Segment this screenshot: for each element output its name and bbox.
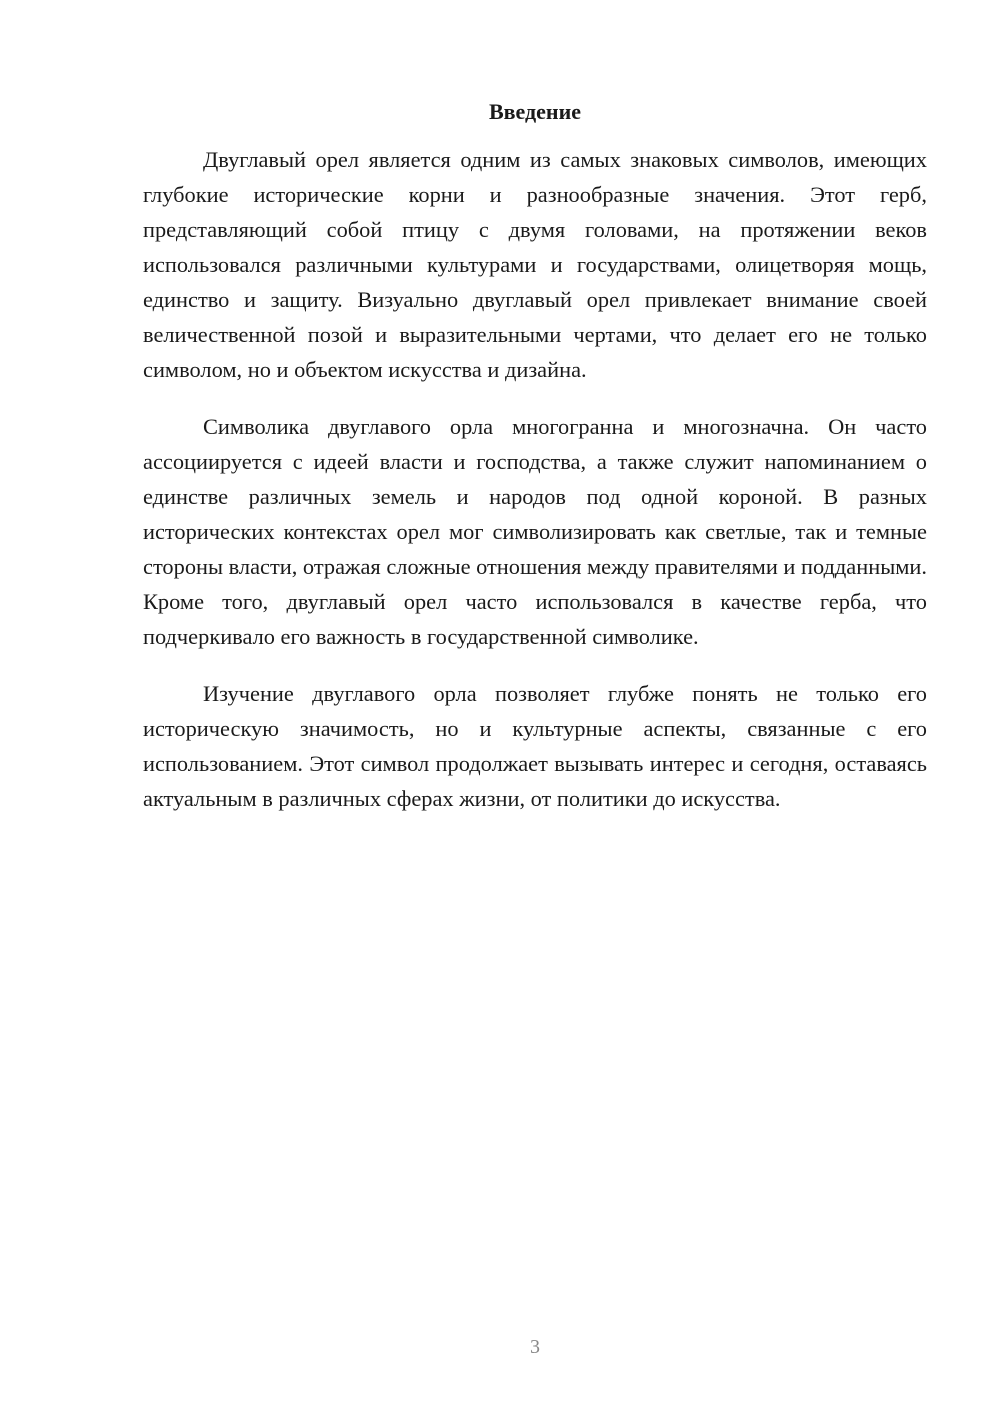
paragraph-3: Изучение двуглавого орла позволяет глубже понять не только его историческую значимость, но и культурные аспекты, связанные с его использованием. Этот символ продолжает вызывать интерес и сегодня, оставаясь актуальным в различных сферах жизни, от политики до искусства. <box>143 681 927 811</box>
paragraph-2: Символика двуглавого орла многогранна и многозначна. Он часто ассоциируется с идеей власти и господства, а также служит напоминанием о единстве различных земель и народов под одной короной. В разных исторических контекстах орел мог символизировать как светлые, так и темные стороны власти, отражая сложные отношения между правителями и подданными. Кроме того, двуглавый орел часто использовался в качестве герба, что подчеркивало его важность в государственной символике. <box>143 414 927 649</box>
paragraph-1: Двуглавый орел является одним из самых знаковых символов, имеющих глубокие исторические корни и разнообразные значения. Этот герб, представляющий собой птицу с двумя головами, на протяжении веков использовался различными культурами и государствами, олицетворяя мощь, единство и защиту. Визуально двуглавый орел привлекает внимание своей величественной позой и выразительными чертами, что делает его не только символом, но и объектом искусства и дизайна. <box>143 147 927 382</box>
page-content <box>143 96 927 838</box>
page-number: 3 <box>530 1336 540 1358</box>
section-heading: Введение <box>488 99 582 124</box>
